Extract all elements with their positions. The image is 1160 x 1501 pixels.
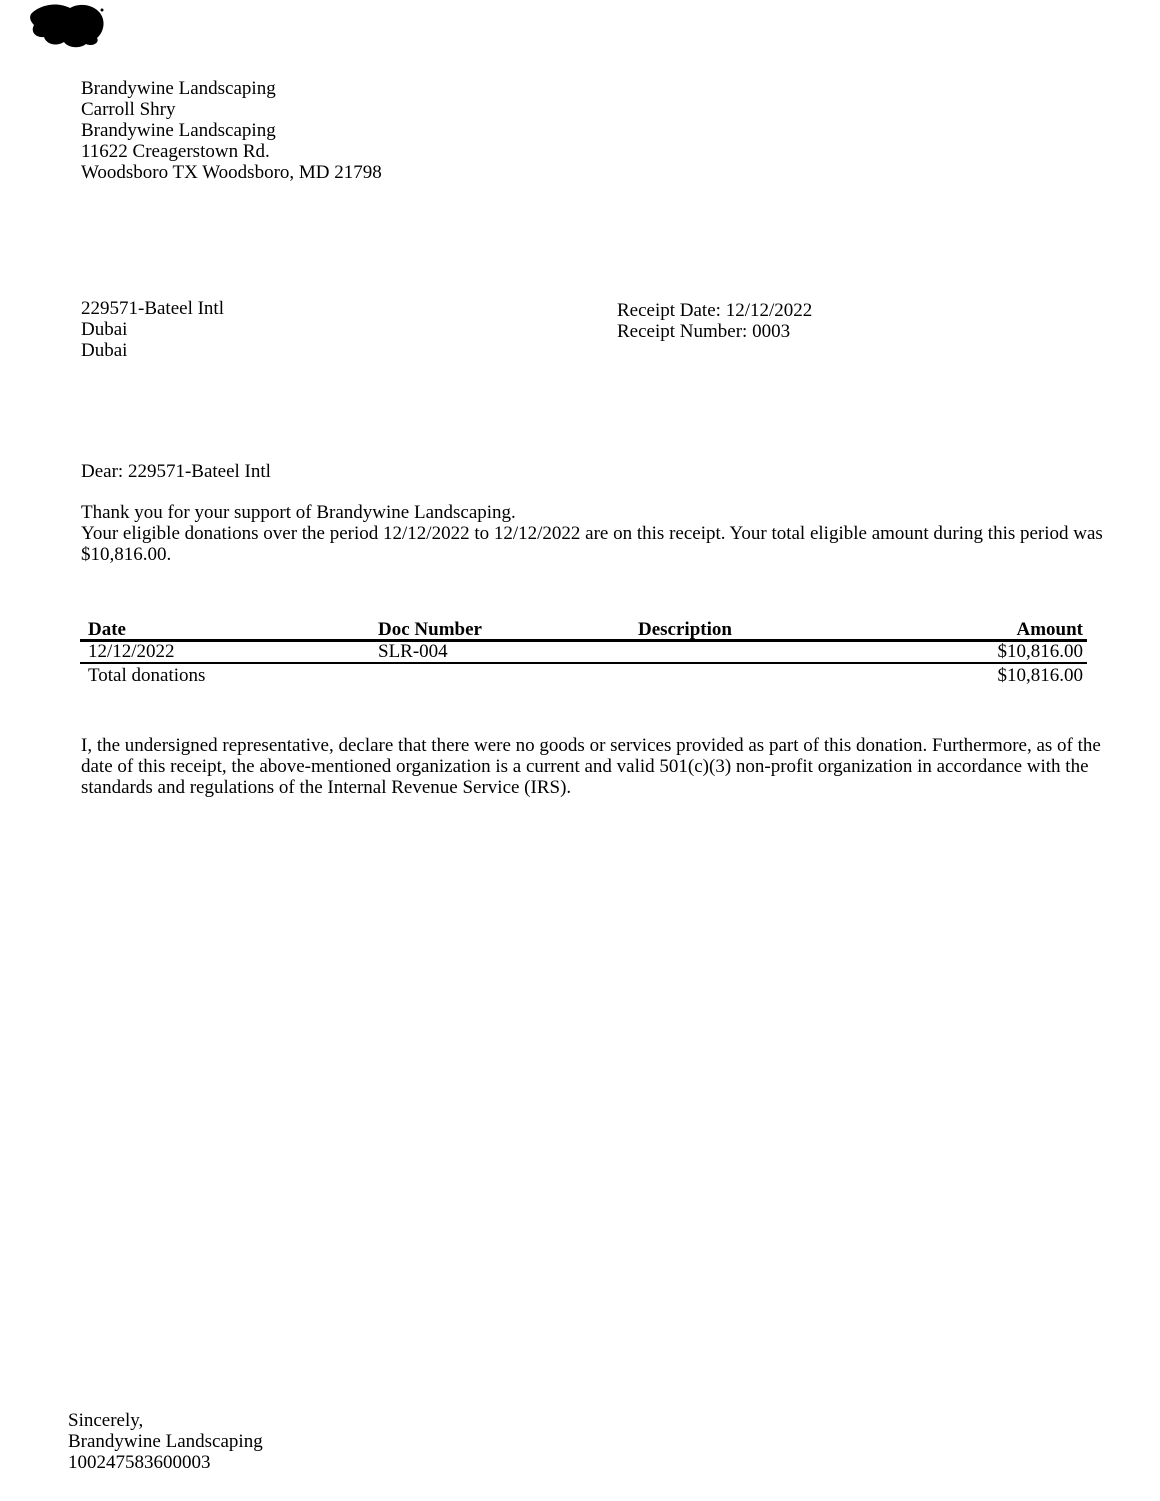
receipt-number-label: Receipt Number: bbox=[617, 321, 748, 342]
receipt-number-value: 0003 bbox=[752, 321, 791, 342]
recipient-line: Dubai bbox=[81, 319, 128, 340]
recipient-line: 229571-Bateel Intl bbox=[81, 298, 224, 319]
donation-description-cell bbox=[638, 642, 918, 662]
sender-address-line: Brandywine Landscaping bbox=[81, 78, 276, 99]
total-spacer-cell bbox=[638, 664, 918, 686]
body-paragraph-line: Your eligible donations over the period 12/12/2022 to 12/12/2022 are on this receipt. Your total eligible amount during this period was bbox=[81, 523, 1103, 544]
donation-doc-number-cell: SLR-004 bbox=[378, 641, 448, 662]
body-paragraph-line: $10,816.00. bbox=[81, 544, 172, 565]
declaration-paragraph bbox=[81, 735, 1101, 798]
donation-date-cell: 12/12/2022 bbox=[88, 641, 175, 662]
closing-line: Sincerely, bbox=[68, 1410, 144, 1431]
donation-table-row bbox=[80, 642, 1087, 664]
receipt-date-line bbox=[617, 300, 812, 321]
column-header-doc-number: Doc Number bbox=[378, 619, 482, 640]
closing-line: Brandywine Landscaping bbox=[68, 1431, 263, 1452]
ink-stain-artifact bbox=[28, 2, 108, 50]
donations-total-row bbox=[80, 664, 1087, 686]
body-paragraph-line: Thank you for your support of Brandywine Landscaping. bbox=[81, 502, 516, 523]
body-paragraph bbox=[81, 502, 1103, 565]
sender-address-line: Woodsboro TX Woodsboro, MD 21798 bbox=[81, 162, 382, 183]
closing-line: 100247583600003 bbox=[68, 1452, 211, 1473]
column-header-date: Date bbox=[88, 619, 126, 640]
sender-address-block bbox=[81, 78, 382, 183]
salutation: Dear: 229571-Bateel Intl bbox=[81, 461, 271, 482]
total-amount-cell: $10,816.00 bbox=[997, 665, 1083, 686]
receipt-info-block bbox=[617, 300, 812, 342]
recipient-line: Dubai bbox=[81, 340, 128, 361]
declaration-line: standards and regulations of the Internal Revenue Service (IRS). bbox=[81, 777, 572, 798]
donations-table-header-row bbox=[80, 620, 1087, 642]
sender-address-line: Brandywine Landscaping bbox=[81, 120, 276, 141]
donation-amount-cell: $10,816.00 bbox=[997, 641, 1083, 662]
total-spacer-cell bbox=[378, 664, 638, 686]
total-label-cell: Total donations bbox=[88, 665, 206, 686]
donations-table bbox=[80, 620, 1087, 686]
sender-address-line: Carroll Shry bbox=[81, 99, 176, 120]
sender-address-line: 11622 Creagerstown Rd. bbox=[81, 141, 270, 162]
closing-signature-block bbox=[68, 1410, 263, 1473]
receipt-date-label: Receipt Date: bbox=[617, 300, 721, 321]
receipt-date-value: 12/12/2022 bbox=[725, 300, 813, 321]
column-header-amount: Amount bbox=[1016, 619, 1083, 640]
receipt-number-line bbox=[617, 321, 812, 342]
column-header-description: Description bbox=[638, 619, 732, 640]
recipient-block bbox=[81, 298, 224, 361]
declaration-line: I, the undersigned representative, declare that there were no goods or services provided as part of this donation. Furthermore, as of the bbox=[81, 735, 1101, 756]
declaration-line: date of this receipt, the above-mentioned organization is a current and valid 501(c)(3) non-profit organization in accordance with the bbox=[81, 756, 1089, 777]
